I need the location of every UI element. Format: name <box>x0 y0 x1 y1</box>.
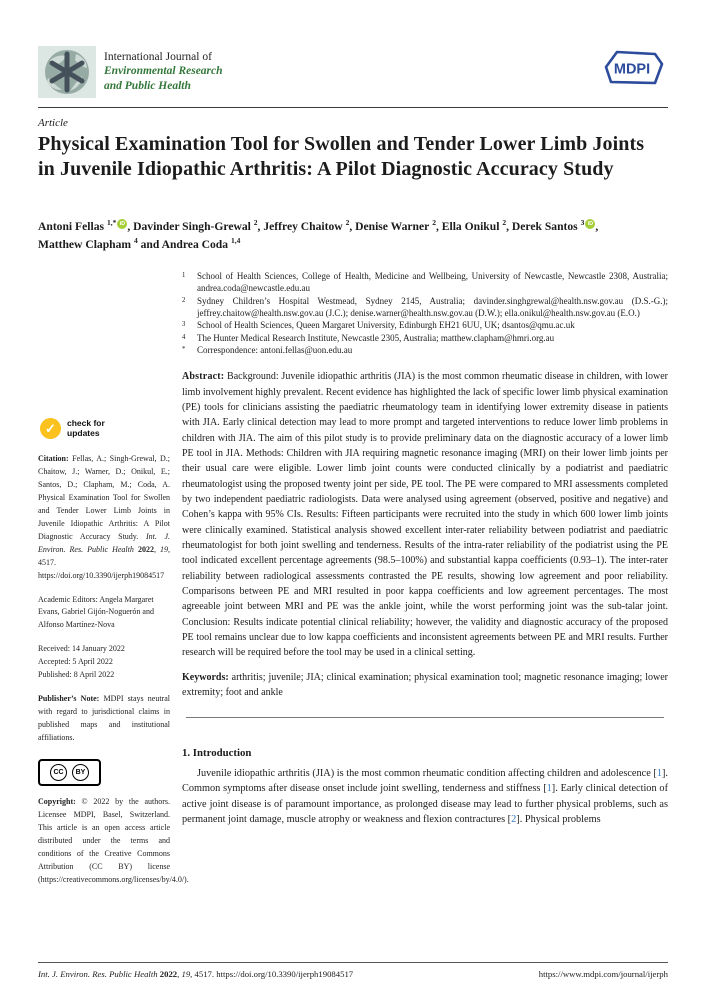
keywords-text: arthritis; juvenile; JIA; clinical examination; physical examination tool; magnetic resonance imaging; lower extremity; foot and ankle <box>182 671 668 698</box>
accepted-date: Accepted: 5 April 2022 <box>38 657 113 667</box>
academic-editors: Academic Editors: Angela Margaret Evans, Gabriel Gijón-Noguerón and Alfonso Martínez-Nova <box>38 594 154 630</box>
affiliation-item: 3 School of Health Sciences, Queen Margaret University, Edinburgh EH21 6UU, UK; dsantos@qmu.ac.uk <box>182 320 575 331</box>
abstract-divider <box>186 717 664 718</box>
journal-name-line2: and Public Health <box>104 79 191 92</box>
author: Denise Warner $^2$, <box>355 218 442 233</box>
article-type-label: Article <box>38 117 68 129</box>
main-column <box>182 270 668 898</box>
globe-caduceus-icon <box>38 46 96 98</box>
journal-header <box>38 46 668 104</box>
author: Jeffrey Chaitow $^2$, <box>263 218 356 233</box>
dates-block <box>38 643 170 682</box>
correspondence-item: * Correspondence: antoni.fellas@uon.edu.au <box>182 344 353 355</box>
section-heading-introduction: 1. Introduction <box>182 746 252 759</box>
keywords <box>182 670 668 700</box>
published-date: Published: 8 April 2022 <box>38 670 115 680</box>
checkmark-icon: ✓ <box>40 418 61 439</box>
footer-journal-url[interactable]: https://www.mdpi.com/journal/ijerph <box>538 969 668 979</box>
author: Andrea Coda $^{1,4}$ <box>161 236 241 252</box>
introduction-paragraph: Juvenile idiopathic arthritis (JIA) is the most common rheumatic condition affecting children and adolescence [1]. Common symptoms after disease onset include joint swelling, tenderness and stiffness [1]. Early clinical detection of active joint disease is of paramount importance, as prolonged disease may lead to further physical problems, such as permanent joint damage, muscle atrophy or weakness and flexion contractures [2]. Physical problems <box>182 767 669 826</box>
abstract <box>182 369 668 661</box>
journal-name-line1: Environmental Research <box>104 65 223 78</box>
author: Davinder Singh-Grewal $^2$, <box>133 218 264 233</box>
citation-doi-link[interactable]: , 4517. https://doi.org/10.3390/ijerph19084517 <box>38 544 170 580</box>
abstract-text: Background: Juvenile idiopathic arthritis (JIA) is the most common rheumatic disease in children, with lower limb involvement highly prevalent. Recent evidence has highlighted the lack of specific lower limb physical examination (PE) tools for clinicians assisting the paediatric rheumatology team in identifying lower extremity disease in patients with JIA. Early clinical detection may lead to more prompt and targeted interventions to reduce lower limb problems in children with JIA. The aim of this pilot study is to provide preliminary data on the diagnostic accuracy of a lower limb PE tool in JIA. Methods: Children with JIA requiring magnetic resonance imaging (MRI) on their lower limb joints per their usual care were eligible. Lower limb joint counts were conducted clinically by a podiatrist and paediatric rheumatologist using the proposed twenty joint per side, PE tool. The PE were compared to MRI assessments completed by two independent paediatric radiologists. Data were analysed using agreement (observed, positive and negative) and Cohen’s kappa with 95% CIs. Results: Fifteen participants were recruited into the study in which 600 lower limb joints were clinically examined. Statistical analysis showed excellent inter-rater reliability between podiatrist and paediatric rheumatologist for both joint swelling and tenderness. Results of the intra-rater reliability of the podiatrist using the PE tool indicated excellent percentage agreements (98.5–100%) and substantial kappa coefficients (0.93–1). The inter-rater reliability between radiological assessments contrasted the PE results, showing low agreement and poor reliability. Comparisons between PE and MRI resulted in poor kappa coefficients and low agreement percentages. The most agreeable joint between MRI and PE was the ankle joint, while the worst performing joint was the sub-talar joint. Conclusion: Results indicate potential clinical reliability; however, the validity and diagnostic accuracy of the proposed PE tool remains unclear due to low kappa coefficients and inconsistent agreements between PE and MRI results. Further research will be required before the tool may be used in a clinical setting. <box>182 371 668 659</box>
orcid-icon[interactable]: iD <box>585 219 595 229</box>
by-icon: BY <box>72 764 89 781</box>
header-divider <box>38 107 668 108</box>
cc-by-license-icon[interactable] <box>38 759 101 786</box>
journal-prefix: International Journal of <box>104 51 212 63</box>
publishers-note: Publisher’s Note: MDPI stays neutral with regard to jurisdictional claims in published maps and institutional affiliations. <box>38 694 170 743</box>
affiliations-list <box>182 270 668 356</box>
author-line <box>38 217 674 254</box>
author: Matthew Clapham $^4$ and <box>38 236 162 252</box>
journal-title-block <box>104 46 223 93</box>
citation-block: Citation: Fellas, A.; Singh-Grewal, D.; Chaitow, J.; Warner, D.; Onikul, E.; Santos, D.; Clapham, M.; Coda, A. Physical Examination Tool for Swollen and Tender Lower Limb Joints in Juvenile Idiopathic Arthritis: A Pilot Diagnostic Accuracy Study. Int. J. Environ. Res. Public Health 2022, 19, 4517. https://doi.org/10.3390/ijerph19084517 <box>38 454 171 580</box>
orcid-icon[interactable]: iD <box>117 219 127 229</box>
journal-logo <box>38 46 223 98</box>
check-for-updates-badge[interactable] <box>40 418 170 439</box>
affiliation-item: 1 School of Health Sciences, College of Health, Medicine and Wellbeing, University of Newcastle, Newcastle 2308, Australia; andrea.coda@newcastle.edu.au <box>182 271 668 294</box>
footer-divider <box>38 962 668 963</box>
affiliation-item: 4 The Hunter Medical Research Institute, Newcastle 2305, Australia; matthew.clapham@hmri.org.au <box>182 332 555 343</box>
footer-citation: Int. J. Environ. Res. Public Health 2022, 19, 4517. https://doi.org/10.3390/ijerph19084517 <box>38 969 354 979</box>
author: Derek Santos $^3$ iD , <box>511 218 599 233</box>
abstract-label: Abstract: <box>182 371 225 383</box>
check-for-updates-label: check for updates <box>67 417 105 438</box>
keywords-label: Keywords: <box>182 671 229 683</box>
affiliation-item: 2 Sydney Children’s Hospital Westmead, Sydney 2145, Australia; davinder.singhgrewal@health.nsw.gov.au (D.S.-G.); jeffrey.chaitow@health.nsw.gov.au (J.C.); denise.warner@health.nsw.gov.au (D.W.); ella.onikul@health.nsw.gov.au (E.O.) <box>182 295 668 318</box>
footer-doi-link[interactable]: , 4517. https://doi.org/10.3390/ijerph19084517 <box>190 969 354 979</box>
svg-text:MDPI: MDPI <box>613 61 651 78</box>
reference-link[interactable]: 2 <box>511 814 517 826</box>
page-title: Physical Examination Tool for Swollen and Tender Lower Limb Joints in Juvenile Idiopathic Arthritis: A Pilot Diagnostic Accuracy Study <box>38 133 645 181</box>
left-sidebar <box>38 270 189 898</box>
copyright-block: Copyright: © 2022 by the authors. Licensee MDPI, Basel, Switzerland. This article is an open access article distributed under the terms and conditions of the Creative Commons Attribution (CC BY) license (https://creativecommons.org/licenses/by/4.0/). <box>38 797 189 884</box>
cc-icon: CC <box>50 764 67 781</box>
author: Ella Onikul $^2$, <box>441 218 512 233</box>
author: Antoni Fellas $^{1,*}$ iD , <box>38 218 134 233</box>
mdpi-logo[interactable] <box>596 46 668 90</box>
reference-link[interactable]: 1 <box>656 767 662 779</box>
received-date: Received: 14 January 2022 <box>38 644 125 654</box>
reference-link[interactable]: 1 <box>546 783 552 795</box>
